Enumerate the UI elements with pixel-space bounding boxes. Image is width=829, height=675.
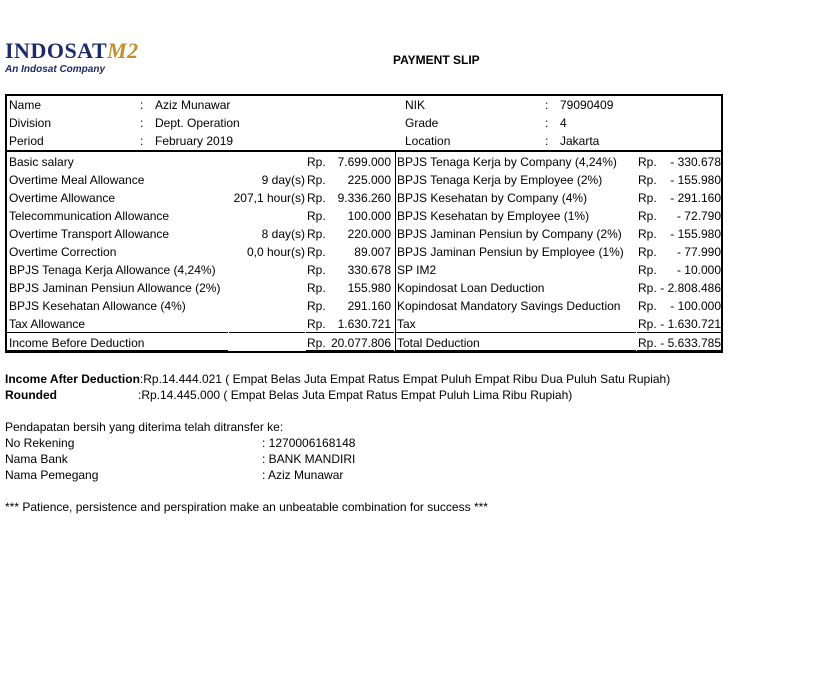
deduction-label: Kopindosat Mandatory Savings Deduction [397,299,621,313]
earning-currency: Rp. [307,317,326,331]
column-separator [395,151,396,353]
employee-label: Name [9,98,42,112]
employee-label: Location [405,134,451,148]
underline [637,350,722,351]
earning-label: Overtime Meal Allowance [9,173,145,187]
earning-currency: Rp. [307,281,326,295]
account-number: : 1270006168148 [262,436,356,450]
earning-label: BPJS Kesehatan Allowance (4%) [9,299,186,313]
earning-label: Overtime Correction [9,245,117,259]
deduction-currency: Rp. [638,299,657,313]
logo-tagline: An Indosat Company [5,64,106,75]
bank-name: : BANK MANDIRI [262,452,356,466]
deduction-label: BPJS Jaminan Pensiun by Employee (1%) [397,245,624,259]
deduction-amount: - 77.990 [676,245,721,259]
deduction-currency: Rp. [638,191,657,205]
employee-nik: 79090409 [560,98,614,112]
earning-qty: 0,0 hour(s) [246,245,305,259]
deduction-total-currency: Rp. [638,336,657,350]
logo-wordmark [5,40,139,62]
employee-label: Period [9,134,44,148]
underline [396,350,636,351]
underline [7,332,228,333]
earning-label: BPJS Jaminan Pensiun Allowance (2%) [9,281,221,295]
earning-currency: Rp. [307,155,326,169]
earning-amount: 1.630.721 [337,317,391,331]
colon: : [140,116,144,130]
earning-currency: Rp. [307,263,326,277]
underline [396,332,636,333]
income-before-deduction-amount: 20.077.806 [330,336,391,350]
deduction-currency: Rp. [638,281,657,295]
earning-qty: 207,1 hour(s) [233,191,305,205]
earning-amount: 291.160 [347,299,391,313]
earning-amount: 330.678 [347,263,391,277]
page-title: PAYMENT SLIP [393,53,480,67]
earning-currency: Rp. [307,245,326,259]
income-after-deduction-value: :Rp.14.444.021 ( Empat Belas Juta Empat Ratus Empat Puluh Empat Ribu Dua Puluh Satu Rupiah) [139,372,671,386]
deduction-currency: Rp. [638,263,657,277]
deduction-amount: - 330.678 [670,155,721,169]
deduction-label: BPJS Jaminan Pensiun by Company (2%) [397,227,622,241]
colon: : [545,116,549,130]
earning-amount: 9.336.260 [337,191,391,205]
logo-brand: INDOSAT [5,38,108,63]
employee-grade: 4 [560,116,567,130]
earning-amount: 89.007 [354,245,391,259]
deduction-currency: Rp. [638,317,657,331]
earning-qty: 8 day(s) [261,227,305,241]
deduction-currency: Rp. [638,155,657,169]
company-logo [5,40,139,75]
rounded-value: :Rp.14.445.000 ( Empat Belas Juta Empat Ratus Empat Puluh Lima Ribu Rupiah) [138,388,573,402]
deduction-amount: - 1.630.721 [660,317,721,331]
account-holder: : Aziz Munawar [262,468,344,482]
employee-name: Aziz Munawar [155,98,231,112]
employee-location: Jakarta [560,134,600,148]
deduction-currency: Rp. [638,227,657,241]
underline [7,350,228,351]
earning-amount: 220.000 [347,227,391,241]
deduction-label: Kopindosat Loan Deduction [397,281,545,295]
earning-label: BPJS Tenaga Kerja Allowance (4,24%) [9,263,216,277]
earning-label: Tax Allowance [9,317,86,331]
income-before-deduction-label: Income Before Deduction [9,336,145,350]
colon: : [545,134,549,148]
colon: : [140,98,144,112]
deduction-label: BPJS Kesehatan by Employee (1%) [397,209,590,223]
transfer-label: Nama Bank [5,452,68,466]
deduction-amount: - 100.000 [670,299,721,313]
earning-label: Overtime Allowance [9,191,116,205]
underline [229,332,305,333]
earning-label: Telecommunication Allowance [9,209,170,223]
payslip-table [5,94,723,353]
header-separator [5,150,723,152]
earning-qty: 9 day(s) [261,173,305,187]
underline [306,350,394,351]
logo-brand-suffix: M2 [107,38,139,63]
total-deduction-amount: - 5.633.785 [660,336,721,350]
employee-label: NIK [405,98,426,112]
transfer-intro: Pendapatan bersih yang diterima telah ditransfer ke: [5,420,284,434]
deduction-label: BPJS Tenaga Kerja by Company (4,24%) [397,155,617,169]
rounded-label: Rounded [5,388,57,402]
deduction-amount: - 291.160 [670,191,721,205]
deduction-amount: - 2.808.486 [660,281,721,295]
deduction-label: BPJS Kesehatan by Company (4%) [397,191,588,205]
earning-label: Overtime Transport Allowance [9,227,170,241]
transfer-label: Nama Pemegang [5,468,99,482]
earning-currency: Rp. [307,209,326,223]
income-after-deduction-label: Income After Deduction [5,372,140,386]
deduction-amount: - 155.980 [670,173,721,187]
earning-amount: 155.980 [347,281,391,295]
underline [306,332,394,333]
deduction-label: SP IM2 [397,263,437,277]
employee-division: Dept. Operation [155,116,240,130]
earning-currency: Rp. [307,173,326,187]
deduction-currency: Rp. [638,173,657,187]
employee-label: Division [9,116,52,130]
colon: : [140,134,144,148]
earning-amount: 225.000 [347,173,391,187]
earning-amount: 7.699.000 [337,155,391,169]
transfer-label: No Rekening [5,436,75,450]
earning-currency: Rp. [307,227,326,241]
earning-currency: Rp. [307,299,326,313]
motto: *** Patience, persistence and perspiration make an unbeatable combination for success *** [5,500,488,514]
earning-currency: Rp. [307,191,326,205]
earning-amount: 100.000 [347,209,391,223]
deduction-amount: - 10.000 [676,263,721,277]
deduction-currency: Rp. [638,245,657,259]
employee-label: Grade [405,116,439,130]
income-after-deduction [5,372,670,386]
deduction-currency: Rp. [638,209,657,223]
deduction-amount: - 72.790 [676,209,721,223]
deduction-label: BPJS Tenaga Kerja by Employee (2%) [397,173,603,187]
total-deduction-label: Total Deduction [397,336,480,350]
deduction-label: Tax [397,317,416,331]
colon: : [545,98,549,112]
employee-period: February 2019 [155,134,234,148]
income-currency: Rp. [307,336,326,350]
underline [637,332,722,333]
deduction-amount: - 155.980 [670,227,721,241]
earning-label: Basic salary [9,155,74,169]
